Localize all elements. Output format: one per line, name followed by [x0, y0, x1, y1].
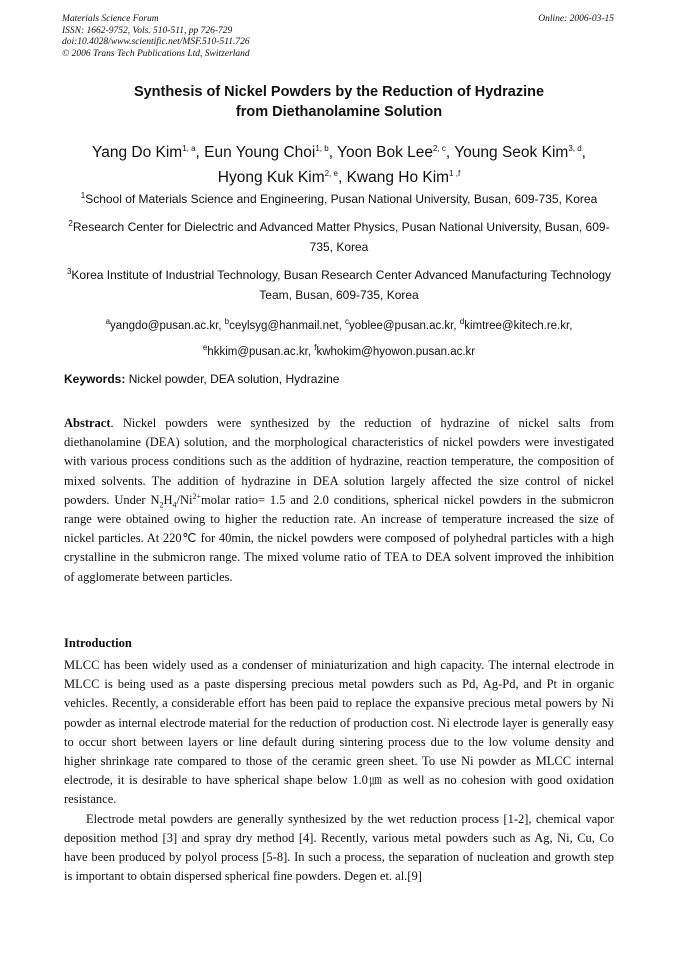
author: Kwang Ho Kim$^{1 ,f}$: [346, 169, 461, 187]
issn-line: ISSN: 1662-9752, Vols. 510-511, pp 726-729: [62, 25, 233, 36]
affiliation-2: $^2$Research Center for Dielectric and Advanced Matter Physics, Pusan National University, Busan, 609-735, Korea: [68, 219, 610, 254]
intro-paragraph: MLCC has been widely used as a condenser of miniaturization and high capacity. The internal electrode in MLCC is being used as a paste dispersing precious metal powders such as Pd, Ag-Pd, and Pt in organic vehicles. Recently, a considerable effort has been paid to replace the expansive precious metal powers by Ni powder as internal electrode material for the reduction of production cost. Ni electrode layer is generally easy to occur short between layers or line default during sintering process due to the low volume density and higher shrinkage rate compared to those of the ceramic green sheet. To use Ni powder as MLCC internal electrode, it is desirable to have spherical shape below 1.0㎛ as well as no cohesion with good oxidation resistance.: [64, 658, 614, 807]
journal-header: [62, 14, 250, 60]
keywords-text: Nickel powder, DEA solution, Hydrazine: [128, 372, 340, 386]
abstract: Abstract. Nickel powders were synthesized by the reduction of hydrazine of nickel salts from diethanolamine (DEA) solution, and the morphological characteristics of nickel powders were investigated with various process conditions such as the addition of hydrazine, reaction temperature, the composition of mixed solvents. The addition of hydrazine in DEA solution largely affected the size control of nickel powders. Under $N_2H_4/Ni^{2+}molar$ ratio= 1.5 and 2.0 conditions, spherical nickel powders in the submicron range were obtained owing to higher the reduction rate. An increase of temperature increased the size of nickel particles. At 220℃ for 40min, the nickel powders were composed of polyhedral particles with a high crystalline in the submicron range. The mixed volume ratio of TEA to DEA solvent improved the inhibition of agglomerate between particles.: [64, 416, 614, 584]
email-link[interactable]: yangdo@pusan.ac.kr: [110, 319, 219, 332]
affiliation-1: $^1$School of Materials Science and Engineering, Pusan National University, Busan, 609-735, Korea: [80, 191, 598, 206]
author: Yoon Bok Lee$^{2, c}$: [337, 144, 446, 162]
author: Eun Young Choi$^{1, b}$: [204, 144, 329, 162]
introduction-heading: Introduction: [64, 636, 132, 650]
email-link[interactable]: ceylsyg@hanmail.net: [229, 319, 339, 332]
online-date: Online: 2006-03-15: [538, 14, 614, 24]
abstract-label: Abstract: [64, 416, 111, 430]
email-link[interactable]: kwhokim@hyowon.pusan.ac.kr: [316, 345, 476, 358]
email-link[interactable]: yoblee@pusan.ac.kr: [348, 319, 454, 332]
paper-title: Synthesis of Nickel Powders by the Reduction of Hydrazine from Diethanolamine Solution: [133, 84, 545, 120]
keywords-label: Keywords:: [64, 372, 126, 386]
affiliation-3: $^3$Korea Institute of Industrial Technology, Busan Research Center Advanced Manufacturing Technology Team, Busan, 609-735, Korea: [66, 267, 612, 302]
copyright-line: © 2006 Trans Tech Publications Ltd, Switzerland: [62, 48, 250, 59]
author-list: Yang Do Kim$^{1, a}$, Eun Young Choi$^{1, b}$, Yoon Bok Lee$^{2, c}$, Young Seok Kim$^{3, d}$, Hyong Kuk Kim$^{2, e}$, Kwang Ho Kim$^{1 ,f}$: [92, 144, 586, 187]
journal-name: Materials Science Forum: [62, 14, 159, 24]
author: Young Seok Kim$^{3, d}$: [454, 144, 582, 162]
email-link[interactable]: kimtree@kitech.re.kr: [464, 319, 570, 332]
keywords: [64, 372, 614, 386]
intro-paragraph: Electrode metal powders are generally synthesized by the wet reduction process [1-2], chemical vapor deposition method [3] and spray dry method [4]. Recently, various metal powders such as Ag, Ni, Cu, Co have been produced by polyol process [5-8]. In such a process, the separation of nucleation and growth step is important to obtain dispersed spherical fine powders. Degen et. al.[9]: [64, 811, 614, 884]
doi-line: doi:10.4028/www.scientific.net/MSF.510-511.726: [62, 37, 250, 47]
email-link[interactable]: hkkim@pusan.ac.kr: [207, 345, 308, 358]
author: Yang Do Kim$^{1, a}$: [92, 144, 196, 162]
email-list: $^a$yangdo@pusan.ac.kr, $^b$ceylsyg@hanmail.net, $^c$yoblee@pusan.ac.kr, $^d$kimtree@kitech.re.kr, $^e$hkkim@pusan.ac.kr, $^f$kwhokim@hyowon.pusan.ac.kr: [105, 317, 573, 358]
author: Hyong Kuk Kim$^{2, e}$: [217, 169, 338, 187]
introduction-body: [64, 656, 614, 886]
